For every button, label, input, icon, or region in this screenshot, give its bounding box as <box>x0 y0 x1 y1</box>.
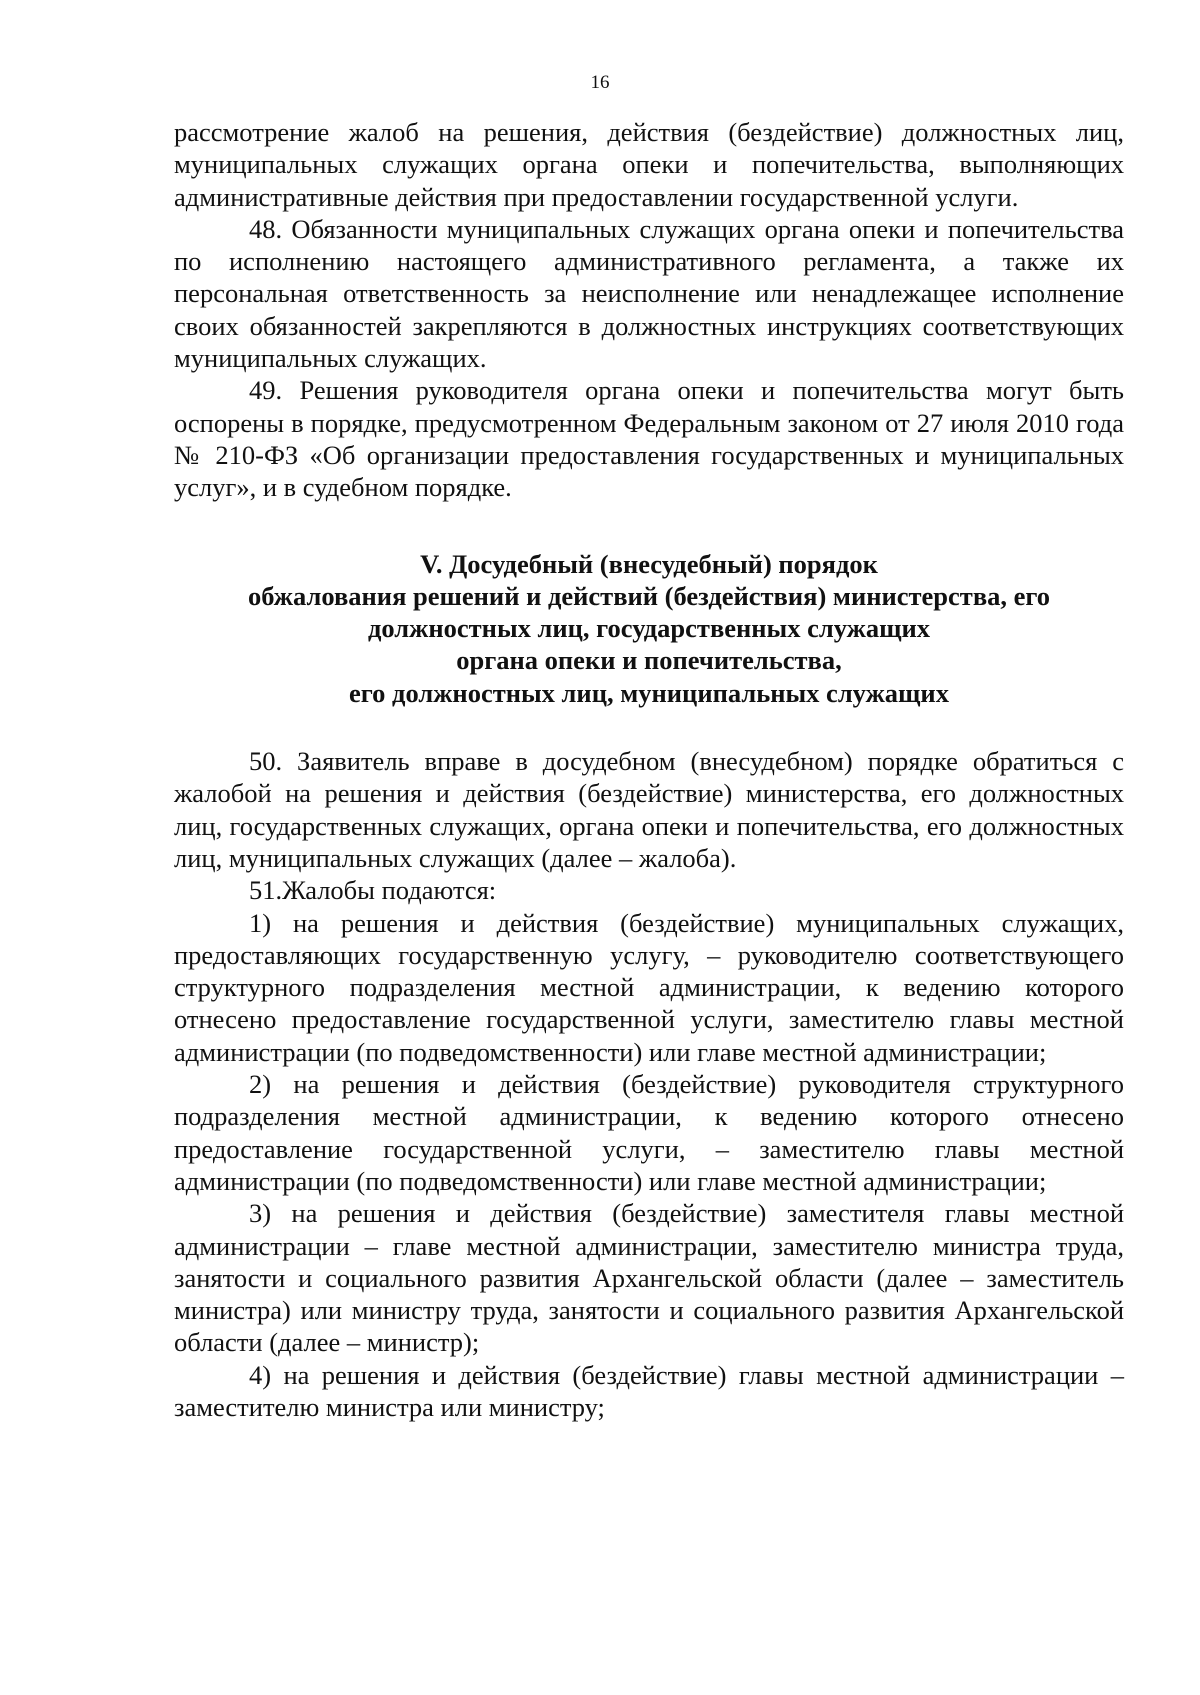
section-heading-line: должностных лиц, государственных служащих <box>367 613 931 644</box>
section-heading-line: обжалования решений и действий (бездействия) министерства, его <box>247 580 1051 611</box>
section-heading-line: органа опеки и попечительства, <box>456 645 842 676</box>
list-item-2: 2) на решения и действия (бездействие) руководителя структурного подразделения местной администрации, к ведению которого отнесено предоставление государственной услуги, – заместителю главы местной администрации (по подведомственности) или главе местной администрации; <box>174 1069 1124 1196</box>
paragraph-50: 50. Заявитель вправе в досудебном (внесудебном) порядке обратиться с жалобой на решения и действия (бездействие) министерства, его должностных лиц, государственных служащих, органа опеки и попечительства, его должностных лиц, муниципальных служащих (далее – жалоба). <box>174 746 1124 873</box>
page-content <box>174 116 1124 1423</box>
section-heading-line: V. Досудебный (внесудебный) порядок <box>420 548 878 579</box>
paragraph-continuation: рассмотрение жалоб на решения, действия (бездействие) должностных лиц, муниципальных служащих органа опеки и попечительства, выполняющих административные действия при предоставлении государственной услуги. <box>174 117 1124 212</box>
list-item-4: 4) на решения и действия (бездействие) главы местной администрации – заместителю министра или министру; <box>174 1359 1124 1422</box>
list-item-3: 3) на решения и действия (бездействие) заместителя главы местной администрации – главе местной администрации, заместителю министра труда, занятости и социального развития Архангельской области (далее – заместитель министра) или министру труда, занятости и социального развития Архангельской области (далее – министр); <box>174 1198 1124 1358</box>
section-heading <box>174 548 1124 709</box>
paragraph-49: 49. Решения руководителя органа опеки и попечительства могут быть оспорены в порядке, предусмотренном Федеральным законом от 27 июля 2010 года № 210-ФЗ «Об организации предоставления государственных и муниципальных услуг», и в судебном порядке. <box>174 375 1124 503</box>
page-number: 16 <box>590 72 610 93</box>
section-heading-line: его должностных лиц, муниципальных служащих <box>349 677 949 708</box>
paragraph-51: 51.Жалобы подаются: <box>249 875 497 906</box>
paragraph-48: 48. Обязанности муниципальных служащих органа опеки и попечительства по исполнению настоящего административного регламента, а также их персональная ответственность за неисполнение или ненадлежащее исполнение своих обязанностей закрепляются в должностных инструкциях соответствующих муниципальных служащих. <box>174 213 1124 374</box>
list-item-1: 1) на решения и действия (бездействие) муниципальных служащих, предоставляющих государственную услугу, – руководителю соответствующего структурного подразделения местной администрации, к ведению которого отнесено предоставление государственной услуги, заместителю главы местной администрации (по подведомственности) или главе местной администрации; <box>174 907 1124 1067</box>
